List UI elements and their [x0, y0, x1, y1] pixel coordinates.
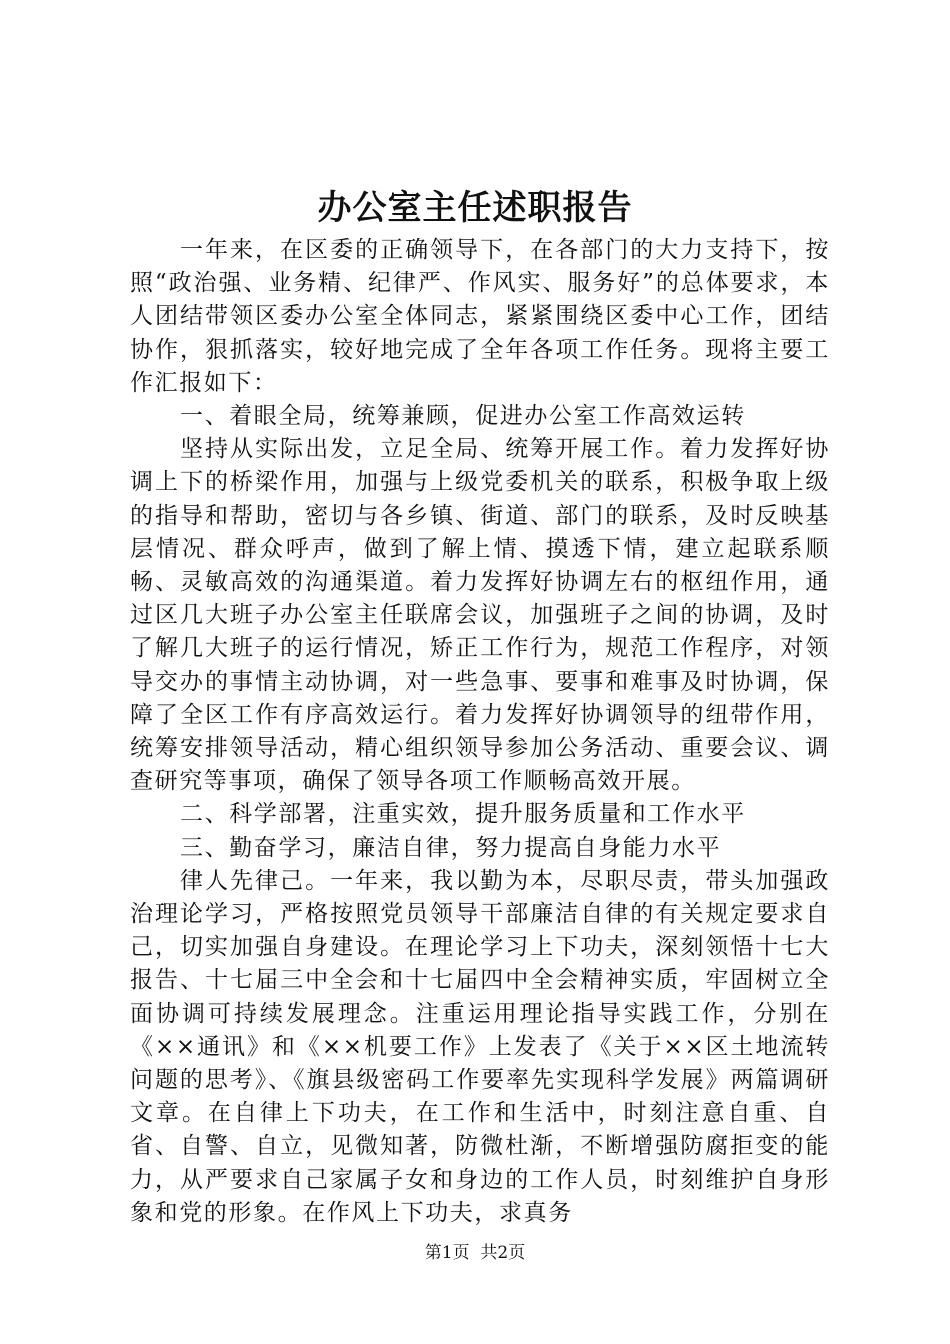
page-number-current: 第1页 [424, 1243, 470, 1263]
intro-paragraph: 一年来，在区委的正确领导下，在各部门的大力支持下，按照“政治强、业务精、纪律严、作风实、服务好”的总体要求，本人团结带领区委办公室全体同志，紧紧围绕区委中心工作，团结协作，狠抓落实，较好地完成了全年各项工作任务。现将主要工作汇报如下： [130, 237, 830, 396]
section-1-paragraph: 坚持从实际出发，立足全局、统筹开展工作。着力发挥好协调上下的桥梁作用，加强与上级党委机关的联系，积极争取上级的指导和帮助，密切与各乡镇、街道、部门的联系，及时反映基层情况、群众呼声，做到了解上情、摸透下情，建立起联系顺畅、灵敏高效的沟通渠道。着力发挥好协调左右的枢纽作用，通过区几大班子办公室主任联席会议，加强班子之间的协调，及时了解几大班子的运行情况，矫正工作行为，规范工作程序，对领导交办的事情主动协调，对一些急事、要事和难事及时协调，保障了全区工作有序高效运行。着力发挥好协调领导的纽带作用，统筹安排领导活动，精心组织领导参加公务活动、重要会议、调查研究等事项，确保了领导各项工作顺畅高效开展。 [130, 436, 830, 795]
document-title: 办公室主任述职报告 [317, 188, 633, 228]
section-heading-1: 一、着眼全局，统筹兼顾，促进办公室工作高效运转 [180, 403, 746, 430]
document-body [130, 234, 830, 1230]
section-heading-3: 三、勤奋学习，廉洁自律，努力提高自身能力水平 [180, 834, 722, 861]
page-number-total: 共2页 [480, 1243, 526, 1263]
section-3-paragraph: 律人先律己。一年来，我以勤为本，尽职尽责，带头加强政治理论学习，严格按照党员领导干部廉洁自律的有关规定要求自己，切实加强自身建设。在理论学习上下功夫，深刻领悟十七大报告、十七届三中全会和十七届四中全会精神实质，牢固树立全面协调可持续发展理念。注重运用理论指导实践工作，分别在《××通讯》和《××机要工作》上发表了《关于××区土地流转问题的思考》、《旗县级密码工作要率先实现科学发展》两篇调研文章。在自律上下功夫，在工作和生活中，时刻注意自重、自省、自警、自立，见微知著，防微杜渐，不断增强防腐拒变的能力，从严要求自己家属子女和身边的工作人员，时刻维护自身形象和党的形象。在作风上下功夫，求真务 [130, 867, 830, 1226]
section-heading-2: 二、科学部署，注重实效，提升服务质量和工作水平 [180, 801, 746, 828]
page-footer [0, 1241, 950, 1265]
